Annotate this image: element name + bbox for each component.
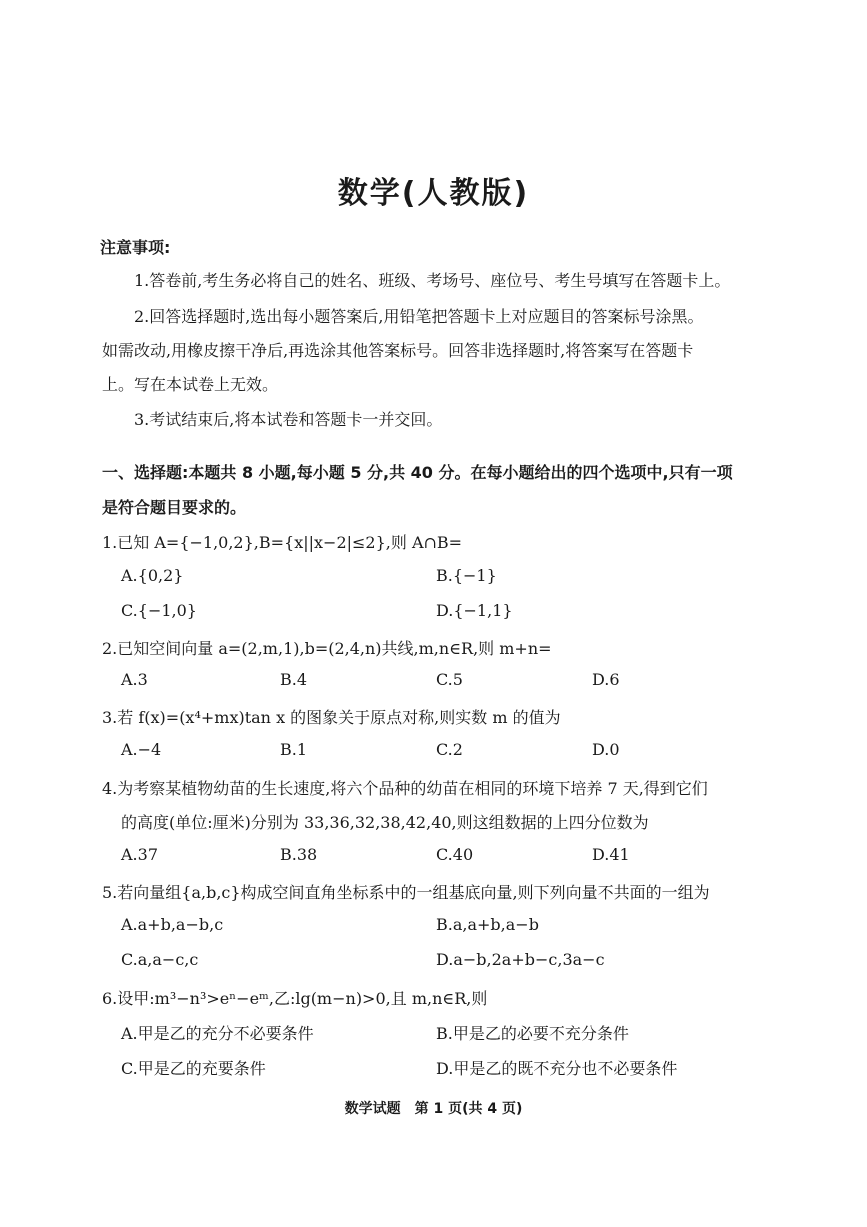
question-option: C.{−1,0} xyxy=(121,601,197,620)
question-option: A.−4 xyxy=(121,740,162,759)
section-heading: 一、选择题:本题共 8 小题,每小题 5 分,共 40 分。在每小题给出的四个选项中,只有一项 xyxy=(102,463,733,482)
question-option: C.40 xyxy=(436,845,474,864)
question-stem: 的高度(单位:厘米)分别为 33,36,32,38,42,40,则这组数据的上四分位数为 xyxy=(121,813,649,832)
question-stem: 5.若向量组{a,b,c}构成空间直角坐标系中的一组基底向量,则下列向量不共面的一组为 xyxy=(102,883,710,902)
question-option: B.{−1} xyxy=(436,566,497,585)
notice-line: 2.回答选择题时,选出每小题答案后,用铅笔把答题卡上对应题目的答案标号涂黑。 xyxy=(134,307,704,326)
question-option: D.41 xyxy=(592,845,630,864)
notice-line: 1.答卷前,考生务必将自己的姓名、班级、考场号、座位号、考生号填写在答题卡上。 xyxy=(134,271,731,290)
page-title: 数学(人教版) xyxy=(337,176,530,211)
question-option: B.a,a+b,a−b xyxy=(436,915,539,934)
question-stem: 3.若 f(x)=(x⁴+mx)tan x 的图象关于原点对称,则实数 m 的值为 xyxy=(102,708,561,727)
question-option: C.甲是乙的充要条件 xyxy=(121,1059,266,1078)
question-option: B.4 xyxy=(280,670,308,689)
question-stem: 4.为考察某植物幼苗的生长速度,将六个品种的幼苗在相同的环境下培养 7 天,得到它们 xyxy=(102,779,708,798)
notice-line: 如需改动,用橡皮擦干净后,再选涂其他答案标号。回答非选择题时,将答案写在答题卡 xyxy=(102,341,694,360)
question-stem: 1.已知 A={−1,0,2},B={x||x−2|≤2},则 A∩B= xyxy=(102,533,463,552)
question-option: A.a+b,a−b,c xyxy=(121,915,224,934)
question-option: B.1 xyxy=(280,740,308,759)
question-option: C.2 xyxy=(436,740,463,759)
question-option: B.甲是乙的必要不充分条件 xyxy=(436,1024,629,1043)
question-option: A.甲是乙的充分不必要条件 xyxy=(121,1024,314,1043)
section-heading: 是符合题目要求的。 xyxy=(102,498,247,517)
question-stem: 6.设甲:m³−n³>eⁿ−eᵐ,乙:lg(m−n)>0,且 m,n∈R,则 xyxy=(102,989,488,1008)
question-option: A.37 xyxy=(121,845,158,864)
question-option: D.0 xyxy=(592,740,620,759)
notice-line: 3.考试结束后,将本试卷和答题卡一并交回。 xyxy=(134,410,443,429)
question-option: D.甲是乙的既不充分也不必要条件 xyxy=(436,1059,678,1078)
question-option: D.{−1,1} xyxy=(436,601,513,620)
question-option: C.a,a−c,c xyxy=(121,950,199,969)
question-option: C.5 xyxy=(436,670,463,689)
notice-line: 上。写在本试卷上无效。 xyxy=(102,375,279,394)
page-footer: 数学试题 第 1 页(共 4 页) xyxy=(344,1101,523,1117)
question-option: A.{0,2} xyxy=(121,566,184,585)
question-option: D.6 xyxy=(592,670,620,689)
question-option: A.3 xyxy=(121,670,148,689)
notice-heading: 注意事项: xyxy=(100,238,171,257)
question-option: B.38 xyxy=(280,845,318,864)
question-option: D.a−b,2a+b−c,3a−c xyxy=(436,950,605,969)
question-stem: 2.已知空间向量 a=(2,m,1),b=(2,4,n)共线,m,n∈R,则 m+n= xyxy=(102,639,552,658)
